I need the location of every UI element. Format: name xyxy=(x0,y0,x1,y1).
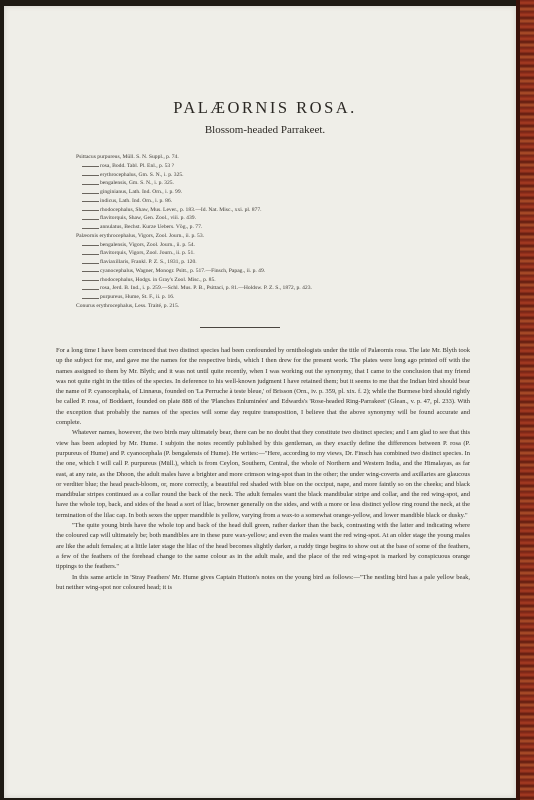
body-paragraph: For a long time I have been convinced that two distinct species had been confounded by ornithologists under the title of Palæornis rosa. The late Mr. Blyth took up the subject for me, and gave me the names for the respective birds, which I then drew for the present work. The plates were long ago printed off with the names assigned to them by Mr. Blyth; and it was not until quite recently, when I was working out the synonymy, that I came to the conclusion that my friend was not quite right in the titles of the species. In deference to his well-known judgment I have retained them; but it seems to me that the Indian bird should bear the name of P. cyanocephala, of Linnæus, founded on 'La Perruche à teste bleue,' of Brisson (Orn., iv. p. 359, pl. xix. f. 2); while the Burmese bird should rightly be called P. rosa, of Boddaert, founded on plate 888 of the 'Planches Enluminées' and Edwards's 'Rose-headed Ring-Parrakeet' (Glean., v. p. 47, pl. 233). With the exception that probably the names of the species will some day require transposition, I believe that the above synonymy will be found accurate and complete. xyxy=(56,347,470,427)
page-title: PALÆORNIS ROSA. xyxy=(173,98,357,117)
synonym-line: cyanocephalus, Wagner, Monogr. Psitt., p. 517.—Finsch, Papag., ii. p. 49. xyxy=(76,267,456,276)
book-edge-marbled xyxy=(516,0,534,800)
synonym-line: rosa, Bodd. Tabl. Pl. Enl., p. 53 ? xyxy=(76,162,456,171)
synonym-line: rhodocephalus, Shaw, Mus. Lever., p. 183.—Id. Nat. Misc., xxi. pl. 877. xyxy=(76,206,456,215)
synonym-line: flavitorquis, Shaw, Gen. Zool., viii. p. 439. xyxy=(76,214,456,223)
synonymy-list xyxy=(76,153,456,311)
synonym-line: Conurus erythrocephalus, Less. Traité, p. 215. xyxy=(76,302,180,309)
synonym-line: bengalensis, Vigors, Zool. Journ., ii. p. 54. xyxy=(76,241,456,250)
section-divider xyxy=(200,327,280,328)
body-paragraph: "The quite young birds have the whole top and back of the head dull green, rather darker than the back, contrasting with the latter and indicating where the coloured cap will ultimately be; both mandibles are in these pure wax-yellow; and even the males want the red wing-spot. At an older stage the young males are like the adult females; at a little later stage the lilac of the head becomes slightly darker, a ruddy tinge begins to show out at the base of some of the feathers, a few of the feathers of the forehead change to the same colour as in the adult male, and the place of the red wing-spot is marked by conspicuous orange tippings to the feathers." xyxy=(56,522,470,571)
synonym-line: ginginianus, Lath. Ind. Orn., i. p. 99. xyxy=(76,188,456,197)
synonym-line: flaviaxillaris, Frankl. P. Z. S., 1831, p. 120. xyxy=(76,258,456,267)
body-paragraph: Whatever names, however, the two birds may ultimately bear, there can be no doubt that they constitute two distinct species; and I am glad to see that this view has been adopted by Mr. Hume. I subjoin the notes recently published by this gentleman, as they exactly define the differences between P. rosa (P. purpureus of Hume) and P. cyanocephala (P. bengalensis of Hume). He writes:—"Here, according to my views, Dr. Finsch has combined two distinct species. In the one, which I will call P. purpureus (Müll.), which is from Ceylon, Southern, Central, the whole of Northern and Western India, and the Himalayas, as far east, at any rate, as the Dhoon, the adult males have a brighter and more crimson wing-spot than in the other; the under wing-coverts and axillaries are glaucous or verditer blue; the head peach-bloom, or, more correctly, a beautiful red shaded with blue on the occiput, nape, and more faintly so on the cheeks; and black mandibular stripes continued as a collar round the back of the neck. The adult females want the black mandibular stripe and collar, and the red wing-spot, and have the whole top, back, and sides of the head a sort of lilac, browner generally on the sides, and with a more or less distinct yellow ring round the neck, at the termination of the lilac cap. In both sexes the upper mandible is yellow, varying from a wax-to a somewhat orange-yellow, and lower mandible black or dusky." xyxy=(56,429,470,519)
page-subtitle: Blossom-headed Parrakeet. xyxy=(204,124,326,136)
synonym-line: indicus, Lath. Ind. Orn., i. p. 86. xyxy=(76,197,456,206)
body-text xyxy=(56,346,470,593)
synonym-line: purpureus, Hume, St. F., ii. p. 16. xyxy=(76,293,456,302)
synonym-line: flavitorquis, Vigors, Zool. Journ., ii. p. 51. xyxy=(76,249,456,258)
synonym-line: erythrocephalus, Gm. S. N., i. p. 325. xyxy=(76,171,456,180)
synonym-line: Palæornis erythrocephalus, Vigors, Zool. Journ., ii. p. 53. xyxy=(76,232,205,239)
synonym-line: Psittacus purpureus, Müll. S. N. Suppl., p. 74. xyxy=(76,154,179,160)
synonym-line: rosa, Jerd. B. Ind., i. p. 259.—Schl. Mus. P. B., Psittaci, p. 81.—Holdsw. P. Z. S., 1872, p. 423. xyxy=(76,284,456,293)
synonym-line: rhodocephalus, Hodgs. in Gray's Zool. Misc., p. 85. xyxy=(76,276,456,285)
synonym-line: annulatus, Bechst. Kurze Uebers. Vög., p. 77. xyxy=(76,223,456,232)
body-paragraph: In this same article in 'Stray Feathers' Mr. Hume gives Captain Hutton's notes on the young bird as follows:—"The nestling bird has a pale yellow beak, but neither wing-spot nor coloured head; it is xyxy=(56,573,470,591)
synonym-line: bengalensis, Gm. S. N., i. p. 325. xyxy=(76,179,456,188)
